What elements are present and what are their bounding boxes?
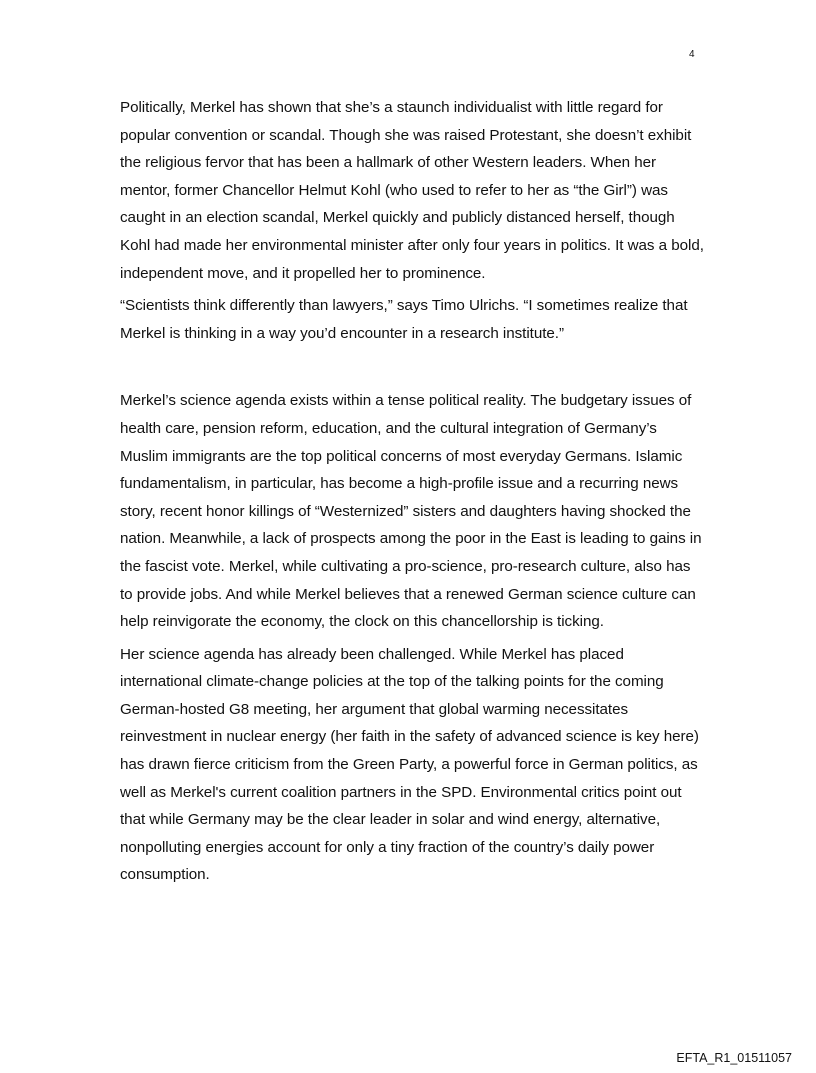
document-id: EFTA_R1_01511057 (676, 1051, 792, 1065)
paragraph-merkel-individualism: Politically, Merkel has shown that she’s a staunch individualist with little regard for popular convention or scandal. Though she was raised Protestant, she doesn’t exhibit the religious fervor that has been a hallmark of other Western leaders. When her mentor, former Chancellor Helmut Kohl (who used to refer to her as “the Girl”) was caught in an election scandal, Merkel quickly and publicly distanced herself, though Kohl had made her environmental minister after only four years in politics. It was a bold, independent move, and it propelled her to prominence. (120, 99, 704, 282)
paragraph-political-reality: Merkel’s science agenda exists within a tense political reality. The budgetary issues of health care, pension reform, education, and the cultural integration of Germany’s Muslim immigrants are the top political concerns of most everyday Germans. Islamic fundamentalism, in particular, has become a high-profile issue and a recurring news story, recent honor killings of “Westernized” sisters and daughters having shocked the nation. Meanwhile, a lack of prospects among the poor in the East is leading to gains in the fascist vote. Merkel, while cultivating a pro-science, pro-research culture, also has to provide jobs. And while Merkel believes that a renewed German science culture can help reinvigorate the economy, the clock on this chancellorship is ticking. (120, 392, 702, 631)
page-number: 4 (689, 49, 695, 60)
document-body (120, 94, 705, 889)
paragraph-science-agenda-challenged: Her science agenda has already been challenged. While Merkel has placed international climate-change policies at the top of the talking points for the coming German-hosted G8 meeting, her argument that global warming necessitates reinvestment in nuclear energy (her faith in the safety of advanced science is key here) has drawn fierce criticism from the Green Party, a powerful force in German politics, as well as Merkel's current coalition partners in the SPD. Environmental critics point out that while Germany may be the clear leader in solar and wind energy, alternative, nonpolluting energies account for only a tiny fraction of the country’s daily power consumption. (120, 645, 699, 884)
paragraph-ulrichs-quote: “Scientists think differently than lawyers,” says Timo Ulrichs. “I sometimes realize that Merkel is thinking in a way you’d encounter in a research institute.” (120, 297, 688, 342)
